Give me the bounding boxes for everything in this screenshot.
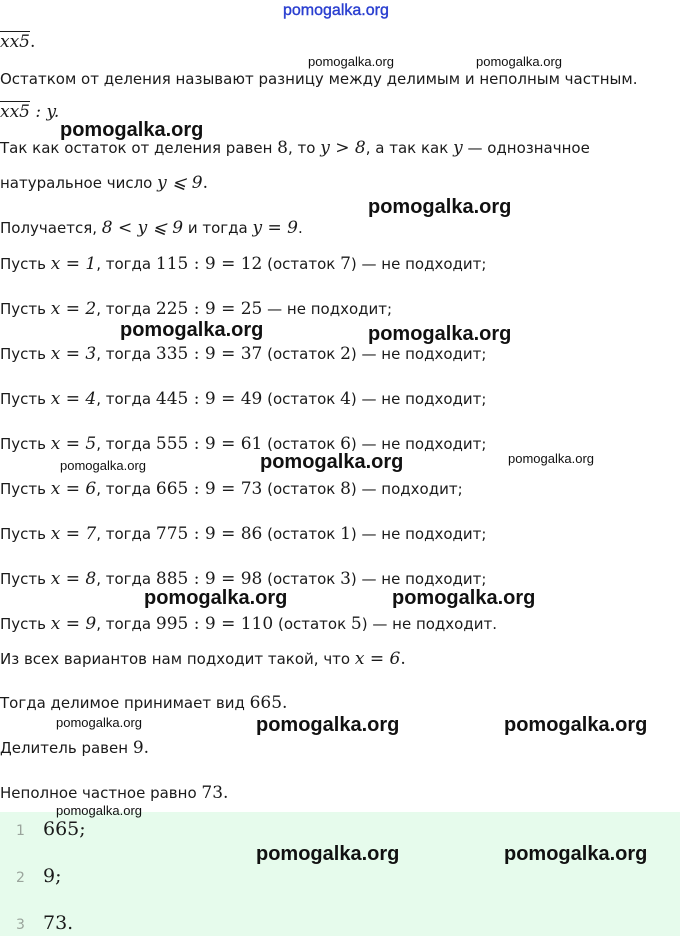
text-fragment: Неполное частное равно <box>0 784 202 802</box>
text-fragment: x = 6 <box>354 649 401 669</box>
text-fragment: , то <box>288 139 321 157</box>
text-fragment: (остаток <box>262 255 341 273</box>
text-fragment: , тогда <box>96 570 156 588</box>
watermark: pomogalka.org <box>256 714 400 736</box>
reasoning-line <box>0 172 208 194</box>
text-fragment: , тогда <box>96 525 156 543</box>
text-fragment: . <box>282 693 288 713</box>
text-fragment: , тогда <box>96 615 156 633</box>
case-line <box>0 343 486 365</box>
text-fragment: 4 <box>340 389 351 409</box>
text-fragment: ) — не подходит; <box>350 525 487 543</box>
case-line <box>0 478 463 500</box>
text-fragment: 3 <box>340 569 351 589</box>
text-fragment: Получается, <box>0 219 102 237</box>
text-fragment: . <box>400 649 406 669</box>
text-fragment: y = 9 <box>252 218 298 238</box>
text-fragment: , тогда <box>96 480 156 498</box>
division-expression-line <box>0 101 59 123</box>
text-fragment: натуральное число <box>0 174 158 192</box>
watermark: pomogalka.org <box>368 196 512 218</box>
text-fragment: Так как остаток от деления равен <box>0 139 278 157</box>
text-fragment: — однозначное <box>462 139 590 157</box>
overline-expression: xx5 <box>0 32 30 52</box>
answer-number: 3 <box>16 917 25 933</box>
text-fragment: x = 2 <box>50 299 97 319</box>
text-fragment: 115 : 9 = 12 <box>155 254 263 274</box>
text-fragment: Пусть <box>0 255 51 273</box>
expression-line <box>0 31 35 53</box>
text-fragment: x = 5 <box>50 434 97 454</box>
watermark: pomogalka.org <box>504 843 648 865</box>
text-fragment: (остаток <box>273 615 351 633</box>
text-fragment: 445 : 9 = 49 <box>155 389 263 409</box>
text-fragment: ) — не подходит; <box>350 255 487 273</box>
conclusion-line <box>0 648 406 670</box>
text-fragment: 8 <box>277 138 288 158</box>
text-fragment: Пусть <box>0 345 51 363</box>
text-fragment: (остаток <box>262 435 341 453</box>
text-fragment: Пусть <box>0 300 51 318</box>
text-fragment: y ⩽ 9 <box>157 173 203 193</box>
answer-value: 665; <box>43 818 86 840</box>
text-fragment: 225 : 9 = 25 <box>155 299 263 319</box>
text-fragment: . <box>298 219 303 237</box>
case-line <box>0 613 497 635</box>
text-fragment: x = 1 <box>50 254 97 274</box>
text-fragment: 1 <box>340 524 351 544</box>
text-fragment: 555 : 9 = 61 <box>155 434 263 454</box>
text-fragment: (остаток <box>262 525 341 543</box>
text-fragment: Пусть <box>0 390 51 408</box>
text-fragment: , тогда <box>96 435 156 453</box>
case-line <box>0 433 486 455</box>
text-fragment: 8 <box>340 479 351 499</box>
text-fragment: 5 <box>350 614 362 634</box>
text-fragment: 9 <box>132 738 144 758</box>
text-fragment: y > 8 <box>320 138 366 158</box>
text-fragment: Пусть <box>0 435 51 453</box>
text-fragment: x = 8 <box>50 569 97 589</box>
watermark: pomogalka.org <box>60 119 204 141</box>
text-fragment: . <box>202 173 209 193</box>
text-fragment: Делитель равен <box>0 739 133 757</box>
text-fragment: , тогда <box>96 255 156 273</box>
watermark: pomogalka.org <box>260 451 404 473</box>
case-line <box>0 253 486 275</box>
text-fragment: Остатком от деления называют разницу между делимым и неполным частным. <box>0 70 638 88</box>
watermark: pomogalka.org <box>256 843 400 865</box>
text-fragment: 665 : 9 = 73 <box>155 479 263 499</box>
text-fragment: 7 <box>340 254 351 274</box>
text-fragment: 995 : 9 = 110 <box>155 614 274 634</box>
text-fragment: Из всех вариантов нам подходит такой, что <box>0 650 355 668</box>
text-fragment: ) — не подходит; <box>350 435 487 453</box>
watermark: pomogalka.org <box>120 319 264 341</box>
text-fragment: 665 <box>249 693 283 713</box>
text-fragment: Пусть <box>0 615 51 633</box>
quotient-line <box>0 782 228 804</box>
case-line <box>0 523 486 545</box>
watermark: pomogalka.org <box>392 587 536 609</box>
watermark: pomogalka.org <box>308 54 394 69</box>
definition-text <box>0 68 637 90</box>
text-fragment: и тогда <box>183 219 253 237</box>
text-fragment: ) — подходит; <box>350 480 463 498</box>
text-fragment: Тогда делимое принимает вид <box>0 694 250 712</box>
text-fragment: . <box>223 783 229 803</box>
text-fragment: ) — не подходит; <box>350 570 487 588</box>
text-fragment: , а так как <box>365 139 454 157</box>
text-fragment: 6 <box>340 434 351 454</box>
watermark: pomogalka.org <box>368 323 512 345</box>
text-fragment: (остаток <box>262 345 341 363</box>
text-fragment: 775 : 9 = 86 <box>155 524 263 544</box>
text-fragment: : y. <box>30 102 60 122</box>
watermark: pomogalka.org <box>56 715 142 730</box>
case-line <box>0 298 392 320</box>
site-header-link[interactable]: pomogalka.org <box>283 2 389 19</box>
text-fragment: ) — не подходит; <box>350 345 487 363</box>
text-fragment: , тогда <box>96 390 156 408</box>
overline-expression: xx5 <box>0 102 30 122</box>
answer-block <box>0 812 680 936</box>
text-fragment: x = 3 <box>50 344 97 364</box>
case-line <box>0 388 486 410</box>
text-fragment: x = 6 <box>50 479 97 499</box>
text-fragment: . <box>30 32 36 52</box>
watermark: pomogalka.org <box>476 54 562 69</box>
text-fragment: x = 9 <box>50 614 97 634</box>
text-fragment: Пусть <box>0 480 51 498</box>
text-fragment: 73 <box>201 783 224 803</box>
divisor-line <box>0 737 149 759</box>
text-fragment: , тогда <box>96 300 156 318</box>
answer-value: 73. <box>43 912 74 934</box>
text-fragment: ) — не подходит; <box>350 390 487 408</box>
text-fragment: — не подходит; <box>262 300 393 318</box>
watermark: pomogalka.org <box>56 803 142 818</box>
watermark: pomogalka.org <box>60 458 146 473</box>
text-fragment: 885 : 9 = 98 <box>155 569 263 589</box>
text-fragment: Пусть <box>0 525 51 543</box>
text-fragment: (остаток <box>262 480 341 498</box>
text-fragment: Пусть <box>0 570 51 588</box>
text-fragment: ) — не подходит. <box>361 615 497 633</box>
watermark: pomogalka.org <box>508 451 594 466</box>
answer-number: 1 <box>16 823 25 839</box>
text-fragment: 2 <box>340 344 351 364</box>
text-fragment: , тогда <box>96 345 156 363</box>
text-fragment: 335 : 9 = 37 <box>155 344 263 364</box>
watermark: pomogalka.org <box>504 714 648 736</box>
text-fragment: (остаток <box>262 570 341 588</box>
text-fragment: x = 4 <box>50 389 97 409</box>
answer-number: 2 <box>16 870 25 886</box>
text-fragment: . <box>143 738 150 758</box>
answer-value: 9; <box>43 865 62 887</box>
reasoning-line <box>0 217 303 239</box>
text-fragment: x = 7 <box>50 524 97 544</box>
dividend-line <box>0 692 287 714</box>
text-fragment: (остаток <box>262 390 341 408</box>
watermark: pomogalka.org <box>144 587 288 609</box>
text-fragment: y <box>453 138 463 158</box>
text-fragment: 8 < y ⩽ 9 <box>101 218 184 238</box>
